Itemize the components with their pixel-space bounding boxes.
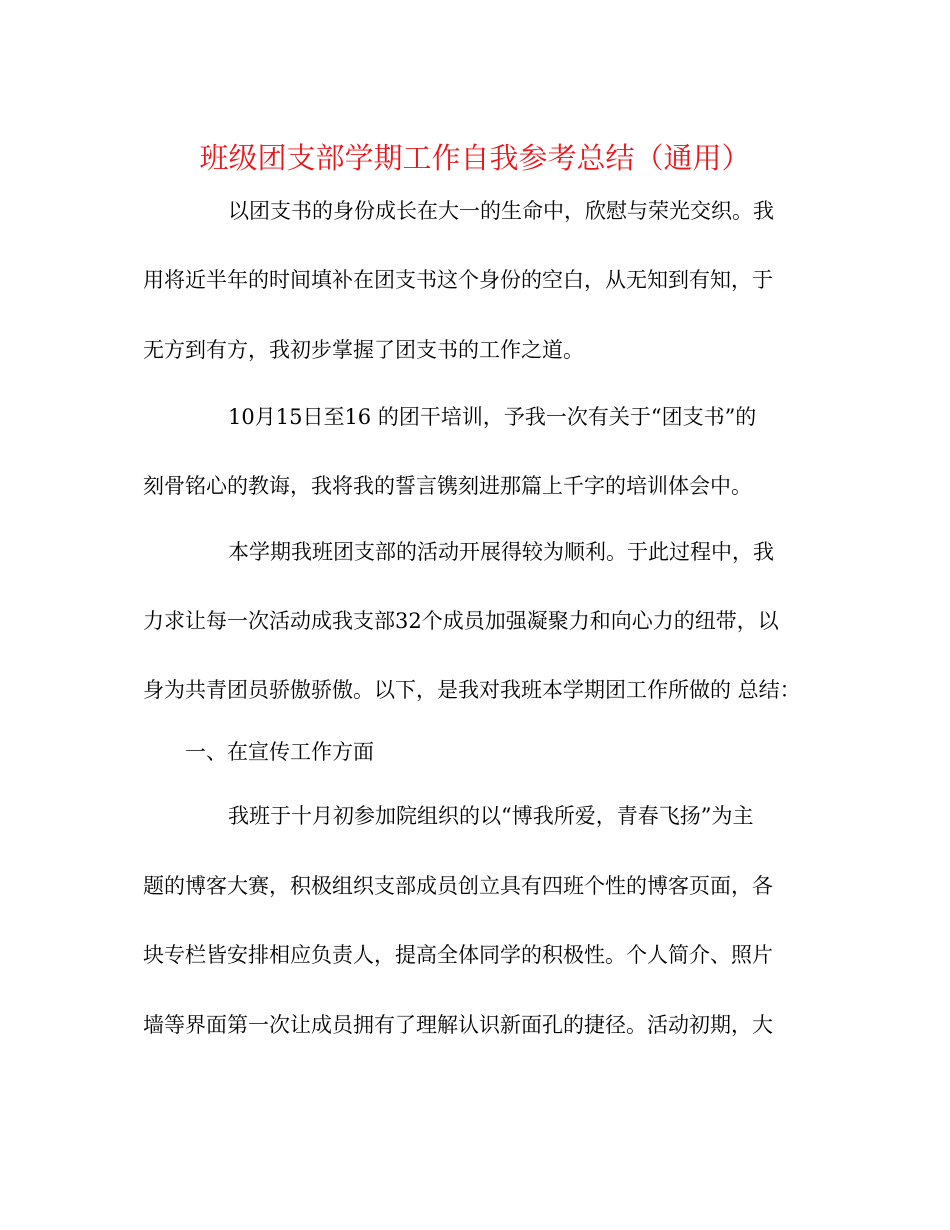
document-title: 班级团支部学期工作自我参考总结（通用） bbox=[199, 141, 751, 175]
paragraph-line: 刻骨铭心的教诲，我将我的誓言镌刻进那篇上千字的培训体会中。 bbox=[143, 474, 752, 498]
paragraph-line: 题的博客大赛，积极组织支部成员创立具有四班个性的博客页面，各 bbox=[143, 874, 773, 898]
section-heading: 一、在宣传工作方面 bbox=[185, 740, 374, 764]
paragraph-line: 力求让每一次活动成我支部32个成员加强凝聚力和向心力的纽带，以 bbox=[143, 609, 779, 633]
paragraph-line: 以团支书的身份成长在大一的生命中，欣慰与荣光交织。我 bbox=[228, 199, 774, 223]
paragraph-line: 用将近半年的时间填补在团支书这个身份的空白，从无知到有知，于 bbox=[143, 268, 773, 292]
paragraph-line: 10月15日至16 的团干培训，予我一次有关于“团支书”的 bbox=[228, 405, 757, 429]
paragraph-line: 无方到有方，我初步掌握了团支书的工作之道。 bbox=[143, 338, 584, 362]
paragraph-line: 身为共青团员骄傲骄傲。以下，是我对我班本学期团工作所做的 总结： bbox=[143, 678, 801, 702]
paragraph-line: 我班于十月初参加院组织的以“博我所爱，青春飞扬”为主 bbox=[228, 804, 754, 828]
paragraph-line: 本学期我班团支部的活动开展得较为顺利。于此过程中，我 bbox=[228, 540, 774, 564]
paragraph-line: 墙等界面第一次让成员拥有了理解认识新面孔的捷径。活动初期，大 bbox=[143, 1013, 773, 1037]
paragraph-line: 块专栏皆安排相应负责人，提高全体同学的积极性。个人简介、照片 bbox=[143, 943, 773, 967]
